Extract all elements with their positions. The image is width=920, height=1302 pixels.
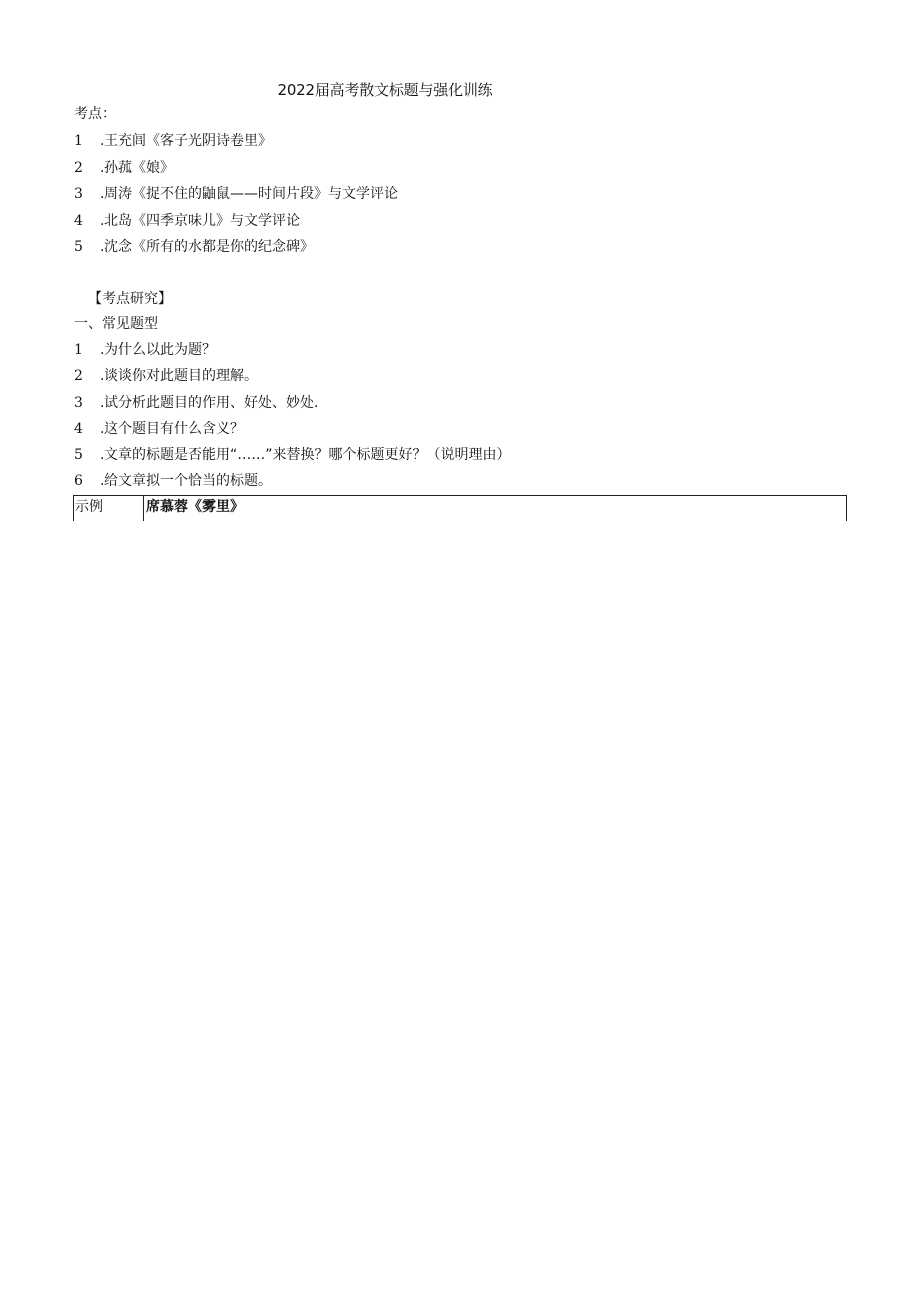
item-number: 4 xyxy=(74,213,83,229)
item-text: 这个题目有什么含义？ xyxy=(104,421,244,437)
item-number: 2 xyxy=(74,368,83,384)
question-type-item xyxy=(74,471,272,491)
item-text: 给文章拟一个恰当的标题。 xyxy=(104,473,272,489)
item-text: 谈谈你对此题目的理解。 xyxy=(104,368,258,384)
kaodian-item xyxy=(74,211,300,231)
item-dot: . xyxy=(100,368,105,384)
item-number: 1 xyxy=(74,133,83,149)
item-number: 5 xyxy=(74,239,83,255)
kaodian-item xyxy=(74,237,314,257)
item-number: 2 xyxy=(74,160,83,176)
item-text: 文章的标题是否能用“……”来替换？哪个标题更好？（说明理由） xyxy=(104,447,511,463)
question-type-item xyxy=(74,366,258,386)
item-number: 3 xyxy=(74,186,83,202)
item-text: 为什么以此为题？ xyxy=(104,342,216,358)
item-text: 试分析此题目的作用、好处、妙处. xyxy=(104,395,319,411)
item-dot: . xyxy=(100,342,105,358)
kaodian-label: 考点： xyxy=(74,106,116,122)
item-number: 1 xyxy=(74,342,83,358)
item-dot: . xyxy=(100,186,105,202)
item-dot: . xyxy=(100,447,105,463)
document-title: 2022届高考散文标题与强化训练 xyxy=(277,81,493,99)
item-number: 6 xyxy=(74,473,83,489)
question-type-item xyxy=(74,445,511,465)
question-type-item xyxy=(74,419,244,439)
kaodian-item xyxy=(74,131,272,151)
item-dot: . xyxy=(100,239,105,255)
example-label-cell: 示例 xyxy=(74,496,144,521)
item-text: 沈念《所有的水都是你的纪念碑》 xyxy=(104,239,314,255)
example-content-cell: 席慕蓉《雾里》 xyxy=(146,499,244,515)
item-dot: . xyxy=(100,421,105,437)
kaodian-item xyxy=(74,184,398,204)
item-dot: . xyxy=(100,133,105,149)
item-text: 北岛《四季京味儿》与文学评论 xyxy=(104,213,300,229)
section-title: 一、常见题型 xyxy=(74,316,158,332)
item-number: 5 xyxy=(74,447,83,463)
item-text: 孙菰《娘》 xyxy=(104,160,174,176)
item-number: 4 xyxy=(74,421,83,437)
item-dot: . xyxy=(100,395,105,411)
kaodian-item xyxy=(74,158,174,178)
item-text: 王充闾《客子光阴诗卷里》 xyxy=(104,133,272,149)
example-table xyxy=(73,495,847,521)
item-dot: . xyxy=(100,473,105,489)
item-number: 3 xyxy=(74,395,83,411)
research-heading: 【考点研究】 xyxy=(88,291,172,307)
item-text: 周涛《捉不住的鼬鼠——时间片段》与文学评论 xyxy=(104,186,398,202)
question-type-item xyxy=(74,393,318,413)
item-dot: . xyxy=(100,160,105,176)
question-type-item xyxy=(74,340,216,360)
item-dot: . xyxy=(100,213,105,229)
